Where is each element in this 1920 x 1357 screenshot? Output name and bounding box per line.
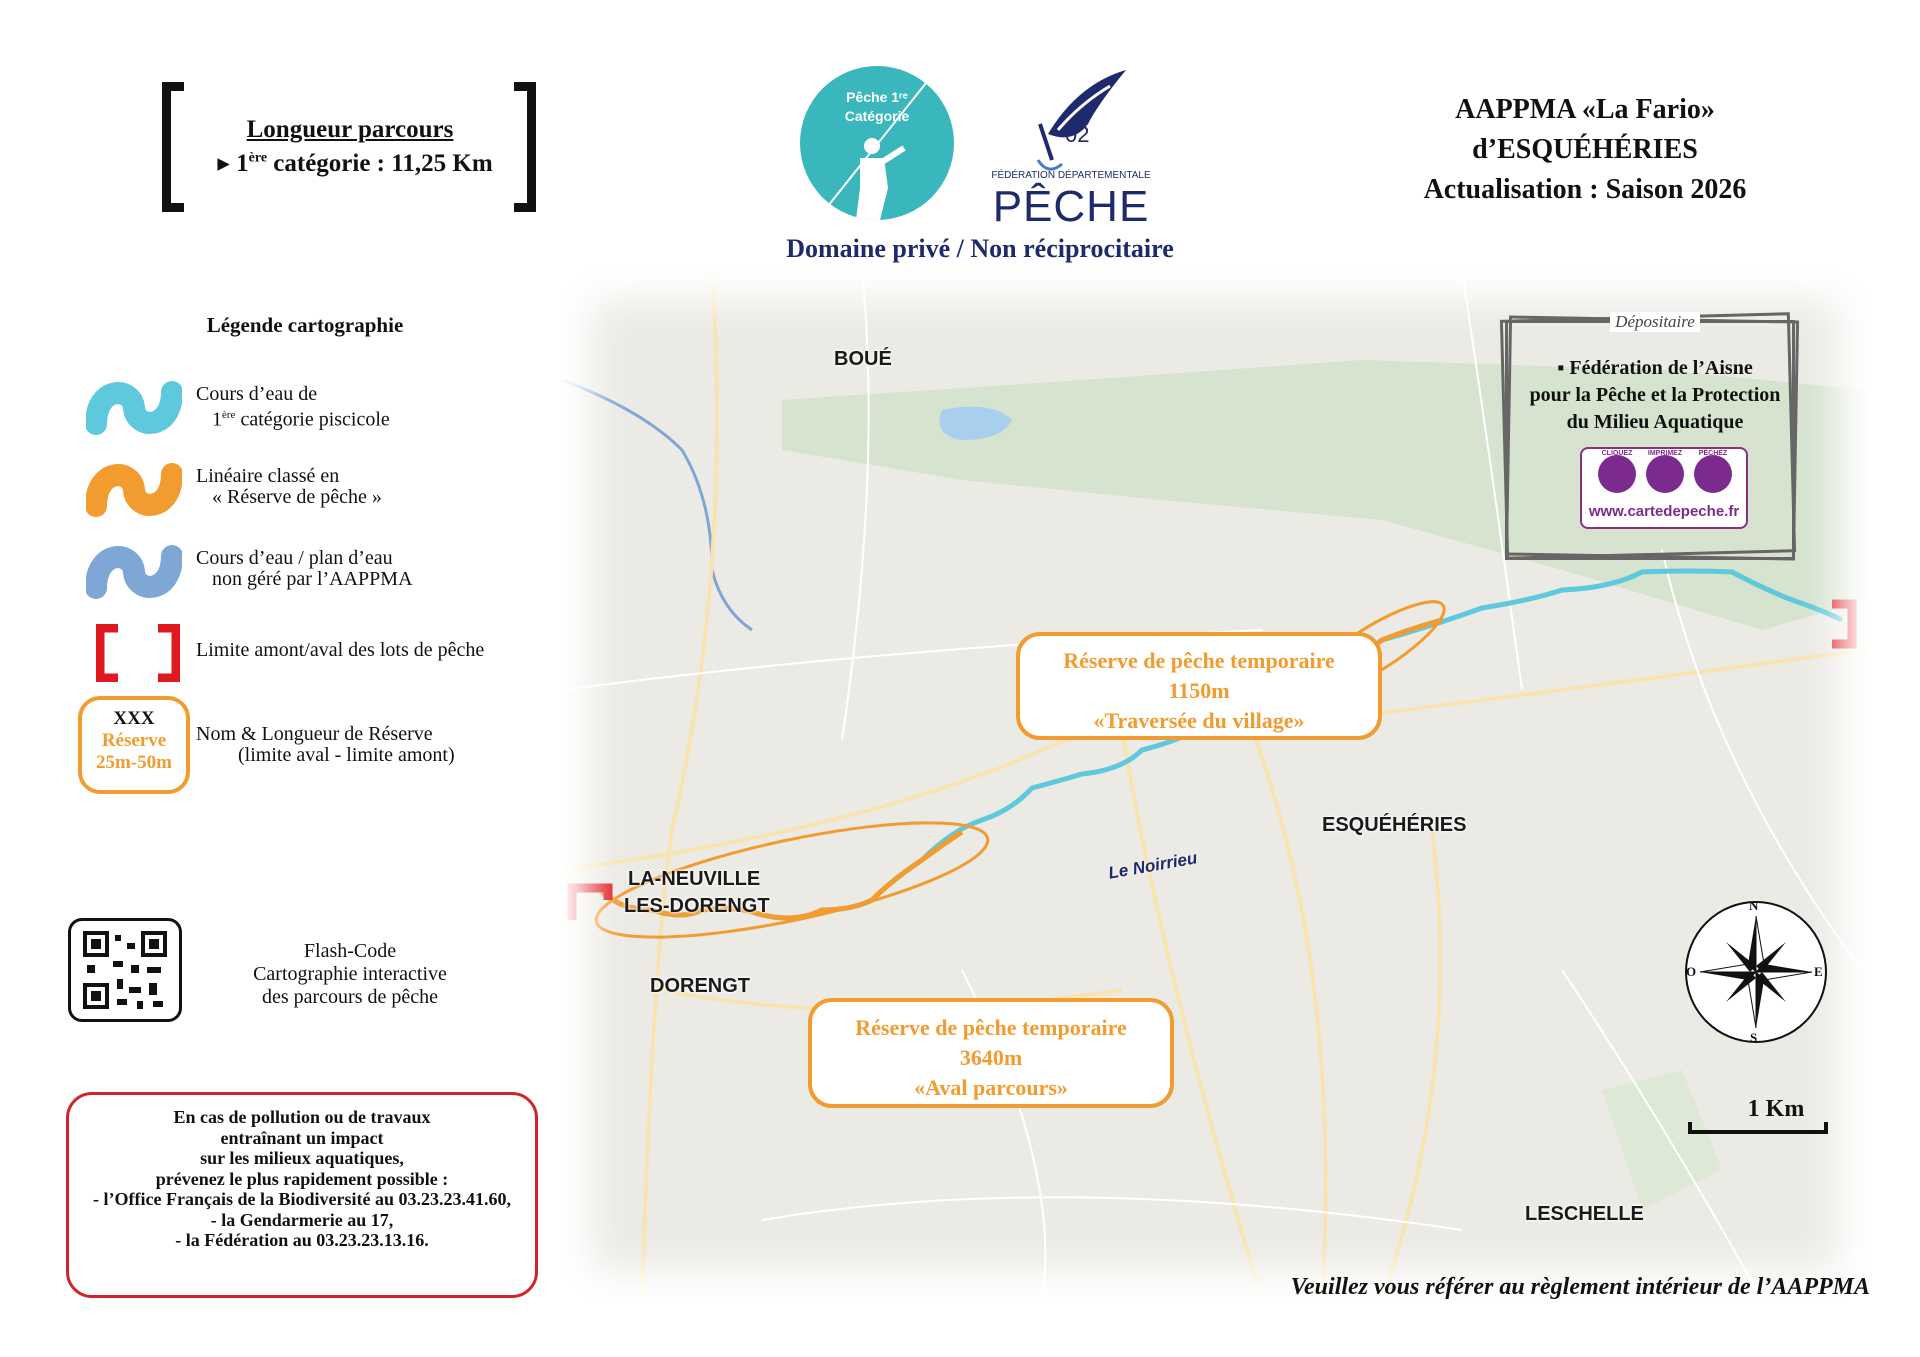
scale-label: 1 Km <box>1747 1096 1805 1122</box>
footer-note: Veuillez vous référer au règlement intérieur de l’AAPPMA <box>1290 1274 1870 1300</box>
bracket-icon <box>96 624 180 682</box>
longueur-title: Longueur parcours <box>246 116 454 143</box>
fed-number: 02 <box>1065 122 1090 147</box>
qr-code[interactable] <box>68 918 182 1022</box>
actualisation: Actualisation : Saison 2026 <box>1423 174 1747 205</box>
qr-code-icon <box>71 921 179 1019</box>
depositaire-text: ▪ Fédération de l’Aisne pour la Pêche et la Protection du Milieu Aquatique <box>1529 357 1781 433</box>
fed-small-label: FÉDÉRATION DÉPARTEMENTALE <box>991 170 1151 181</box>
domaine-label: Domaine privé / Non réciprocitaire <box>786 234 1174 263</box>
legend-item-4: Limite amont/aval des lots de pêche <box>196 639 485 661</box>
river-name: Le Noirrieu <box>1106 848 1199 883</box>
depositaire-label: Dépositaire <box>1610 312 1700 332</box>
town-dorengt: DORENGT <box>650 975 750 997</box>
peche-1re-categorie-logo: Pêche 1ʳᵉ Catégorie <box>800 66 954 220</box>
reserve-box-aval[interactable]: Réserve de pêche temporaire 3640m «Aval parcours» <box>808 998 1174 1108</box>
legend-title: Légende cartographie <box>206 313 404 337</box>
wave-icon <box>86 458 182 522</box>
town-boue: BOUÉ <box>834 348 892 370</box>
reserve-box-traversee[interactable]: Réserve de pêche temporaire 1150m «Traversée du village» <box>1016 632 1382 740</box>
compass-s: S <box>1750 1030 1758 1045</box>
aappma-location: d’ESQUÉHÉRIES <box>1472 134 1698 165</box>
left-bracket <box>162 82 184 212</box>
qr-caption: Flash-Code Cartographie interactive des parcours de pêche <box>253 940 447 1008</box>
legend-item-3: Cours d’eau / plan d’eau non géré par l’AAPPMA <box>196 547 413 590</box>
legend-item-5: Nom & Longueur de Réserve (limite aval - limite amont) <box>196 723 455 766</box>
compass-o: O <box>1686 964 1697 979</box>
pollution-notice: En cas de pollution ou de travaux entraînant un impact sur les milieux aquatiques, prévenez le plus rapidement possible : - l’Office Français de la Biodiversité au 03.23.23.41.60, - la Gendarmerie au 17, - la Fédération au 03.23.23.13.16. <box>66 1092 538 1298</box>
cartedepeche-url[interactable]: www.cartedepeche.fr <box>1588 503 1740 520</box>
wave-icon <box>86 376 182 440</box>
aappma-title: AAPPMA «La Fario» <box>1455 94 1715 125</box>
cartedepeche-badge[interactable]: CLIQUEZ IMPRIMEZ PÊCHEZ www.cartedepeche.fr <box>1580 447 1748 529</box>
town-esqueheries: ESQUÉHÉRIES <box>1322 814 1467 836</box>
compass-n: N <box>1749 898 1759 913</box>
cliquez-icon <box>1598 455 1636 493</box>
pechez-icon <box>1694 455 1732 493</box>
scale-bar <box>1688 1122 1828 1134</box>
imprimez-icon <box>1646 455 1684 493</box>
compass-rose-icon <box>1682 898 1830 1046</box>
fisherman-icon <box>800 66 954 220</box>
reserve-sample-box: XXX Réserve 25m-50m <box>78 696 190 794</box>
compass-e: E <box>1814 964 1823 979</box>
legend-item-2: Linéaire classé en « Réserve de pêche » <box>196 465 382 508</box>
town-les-dorengt: LES-DORENGT <box>624 895 770 917</box>
town-la-neuville: LA-NEUVILLE <box>628 868 761 890</box>
longueur-value: ▸ 1ère catégorie : 11,25 Km <box>217 150 493 177</box>
town-leschelle: LESCHELLE <box>1525 1203 1644 1225</box>
wave-icon <box>86 540 182 604</box>
fed-big-label: PÊCHE <box>992 182 1150 231</box>
legend-item-1: Cours d’eau de 1ère catégorie piscicole <box>196 383 390 431</box>
right-bracket <box>514 82 536 212</box>
